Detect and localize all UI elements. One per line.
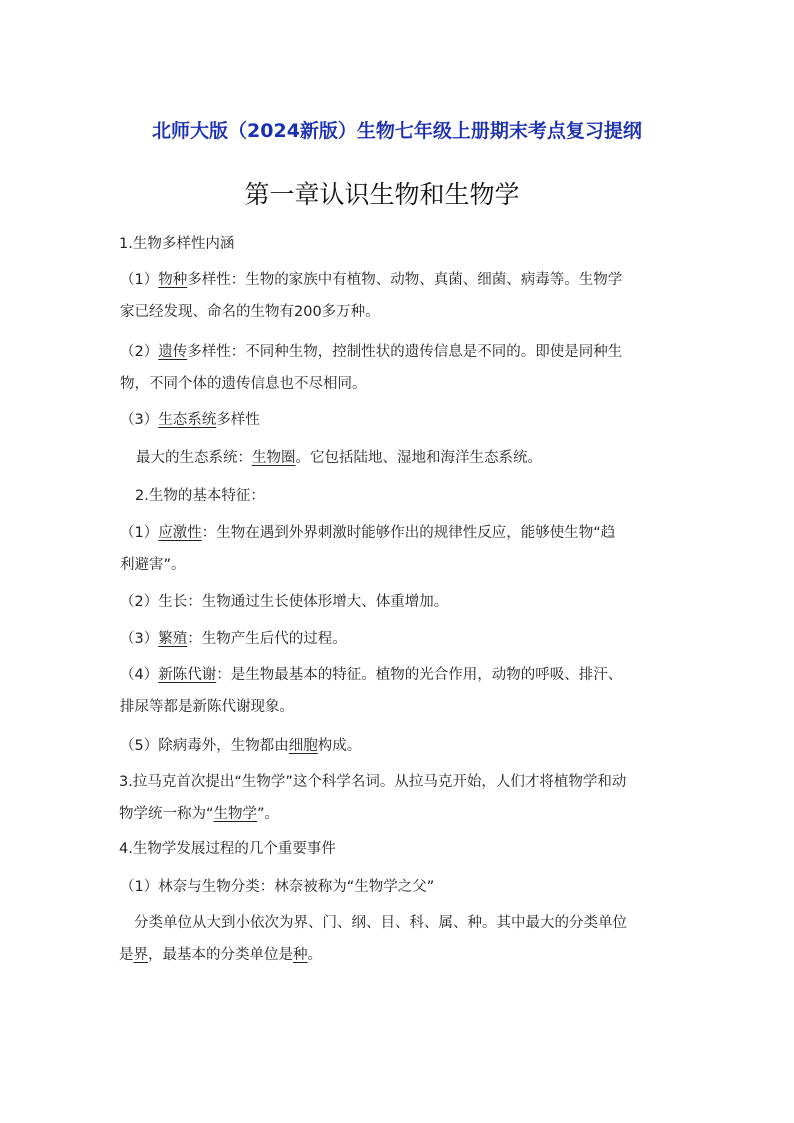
underlined-term: 繁殖 <box>158 631 188 647</box>
underlined-term: 应激性 <box>158 525 202 541</box>
underlined-term: 界 <box>133 947 148 963</box>
underlined-term: 细胞 <box>288 738 318 754</box>
section-1-heading: 1.生物多样性内涵 <box>119 236 235 252</box>
paragraph-species-diversity: （1）物种多样性：生物的家族中有植物、动物、真菌、细菌、病毒等。生物学 家已经发现、命名的生物有200多万种。 <box>120 272 623 320</box>
section-3-lamarck: 3.拉马克首次提出“生物学”这个科学名词。从拉马克开始，人们才将植物学和动 物学统一称为“生物学”。 <box>119 774 627 822</box>
underlined-term: 生物学 <box>213 806 258 822</box>
paragraph-ecosystem-diversity: （3）生态系统多样性 <box>120 412 260 428</box>
characteristic-irritability: （1）应激性：生物在遇到外界刺激时能够作出的规律性反应，能够使生物“趋 利避害”。 <box>120 525 616 573</box>
underlined-term: 生物圈 <box>252 450 296 466</box>
characteristic-growth: （2）生长：生物通过生长使体形增大、体重增加。 <box>120 594 449 610</box>
underlined-term: 新陈代谢 <box>158 667 217 683</box>
characteristic-metabolism: （4）新陈代谢：是生物最基本的特征。植物的光合作用，动物的呼吸、排汗、 排尿等都是新陈代谢现象。 <box>120 667 623 715</box>
section-2-heading: 2.生物的基本特征： <box>135 488 265 504</box>
underlined-term: 生态系统 <box>158 412 217 428</box>
underlined-term: 种 <box>293 947 308 963</box>
underlined-term: 物种 <box>158 272 188 288</box>
chapter-title: 第一章认识生物和生物学 <box>244 180 520 209</box>
underlined-term: 遗传 <box>158 344 188 360</box>
event-linnaeus: （1）林奈与生物分类：林奈被称为“生物学之父” <box>120 879 435 895</box>
section-4-heading: 4.生物学发展过程的几个重要事件 <box>119 841 336 857</box>
characteristic-reproduction: （3）繁殖：生物产生后代的过程。 <box>120 631 347 647</box>
paragraph-genetic-diversity: （2）遗传多样性：不同种生物，控制性状的遗传信息是不同的。即使是同种生 物，不同个体的遗传信息也不尽相同。 <box>120 344 623 392</box>
paragraph-classification-units: 分类单位从大到小依次为界、门、纲、目、科、属、种。其中最大的分类单位 是界，最基本的分类单位是种。 <box>119 915 627 963</box>
paragraph-biosphere: 最大的生态系统：生物圈。它包括陆地、湿地和海洋生态系统。 <box>136 450 542 466</box>
document-title: 北师大版（2024新版）生物七年级上册期末考点复习提纲 <box>152 120 642 142</box>
characteristic-cells: （5）除病毒外，生物都由细胞构成。 <box>120 738 362 754</box>
